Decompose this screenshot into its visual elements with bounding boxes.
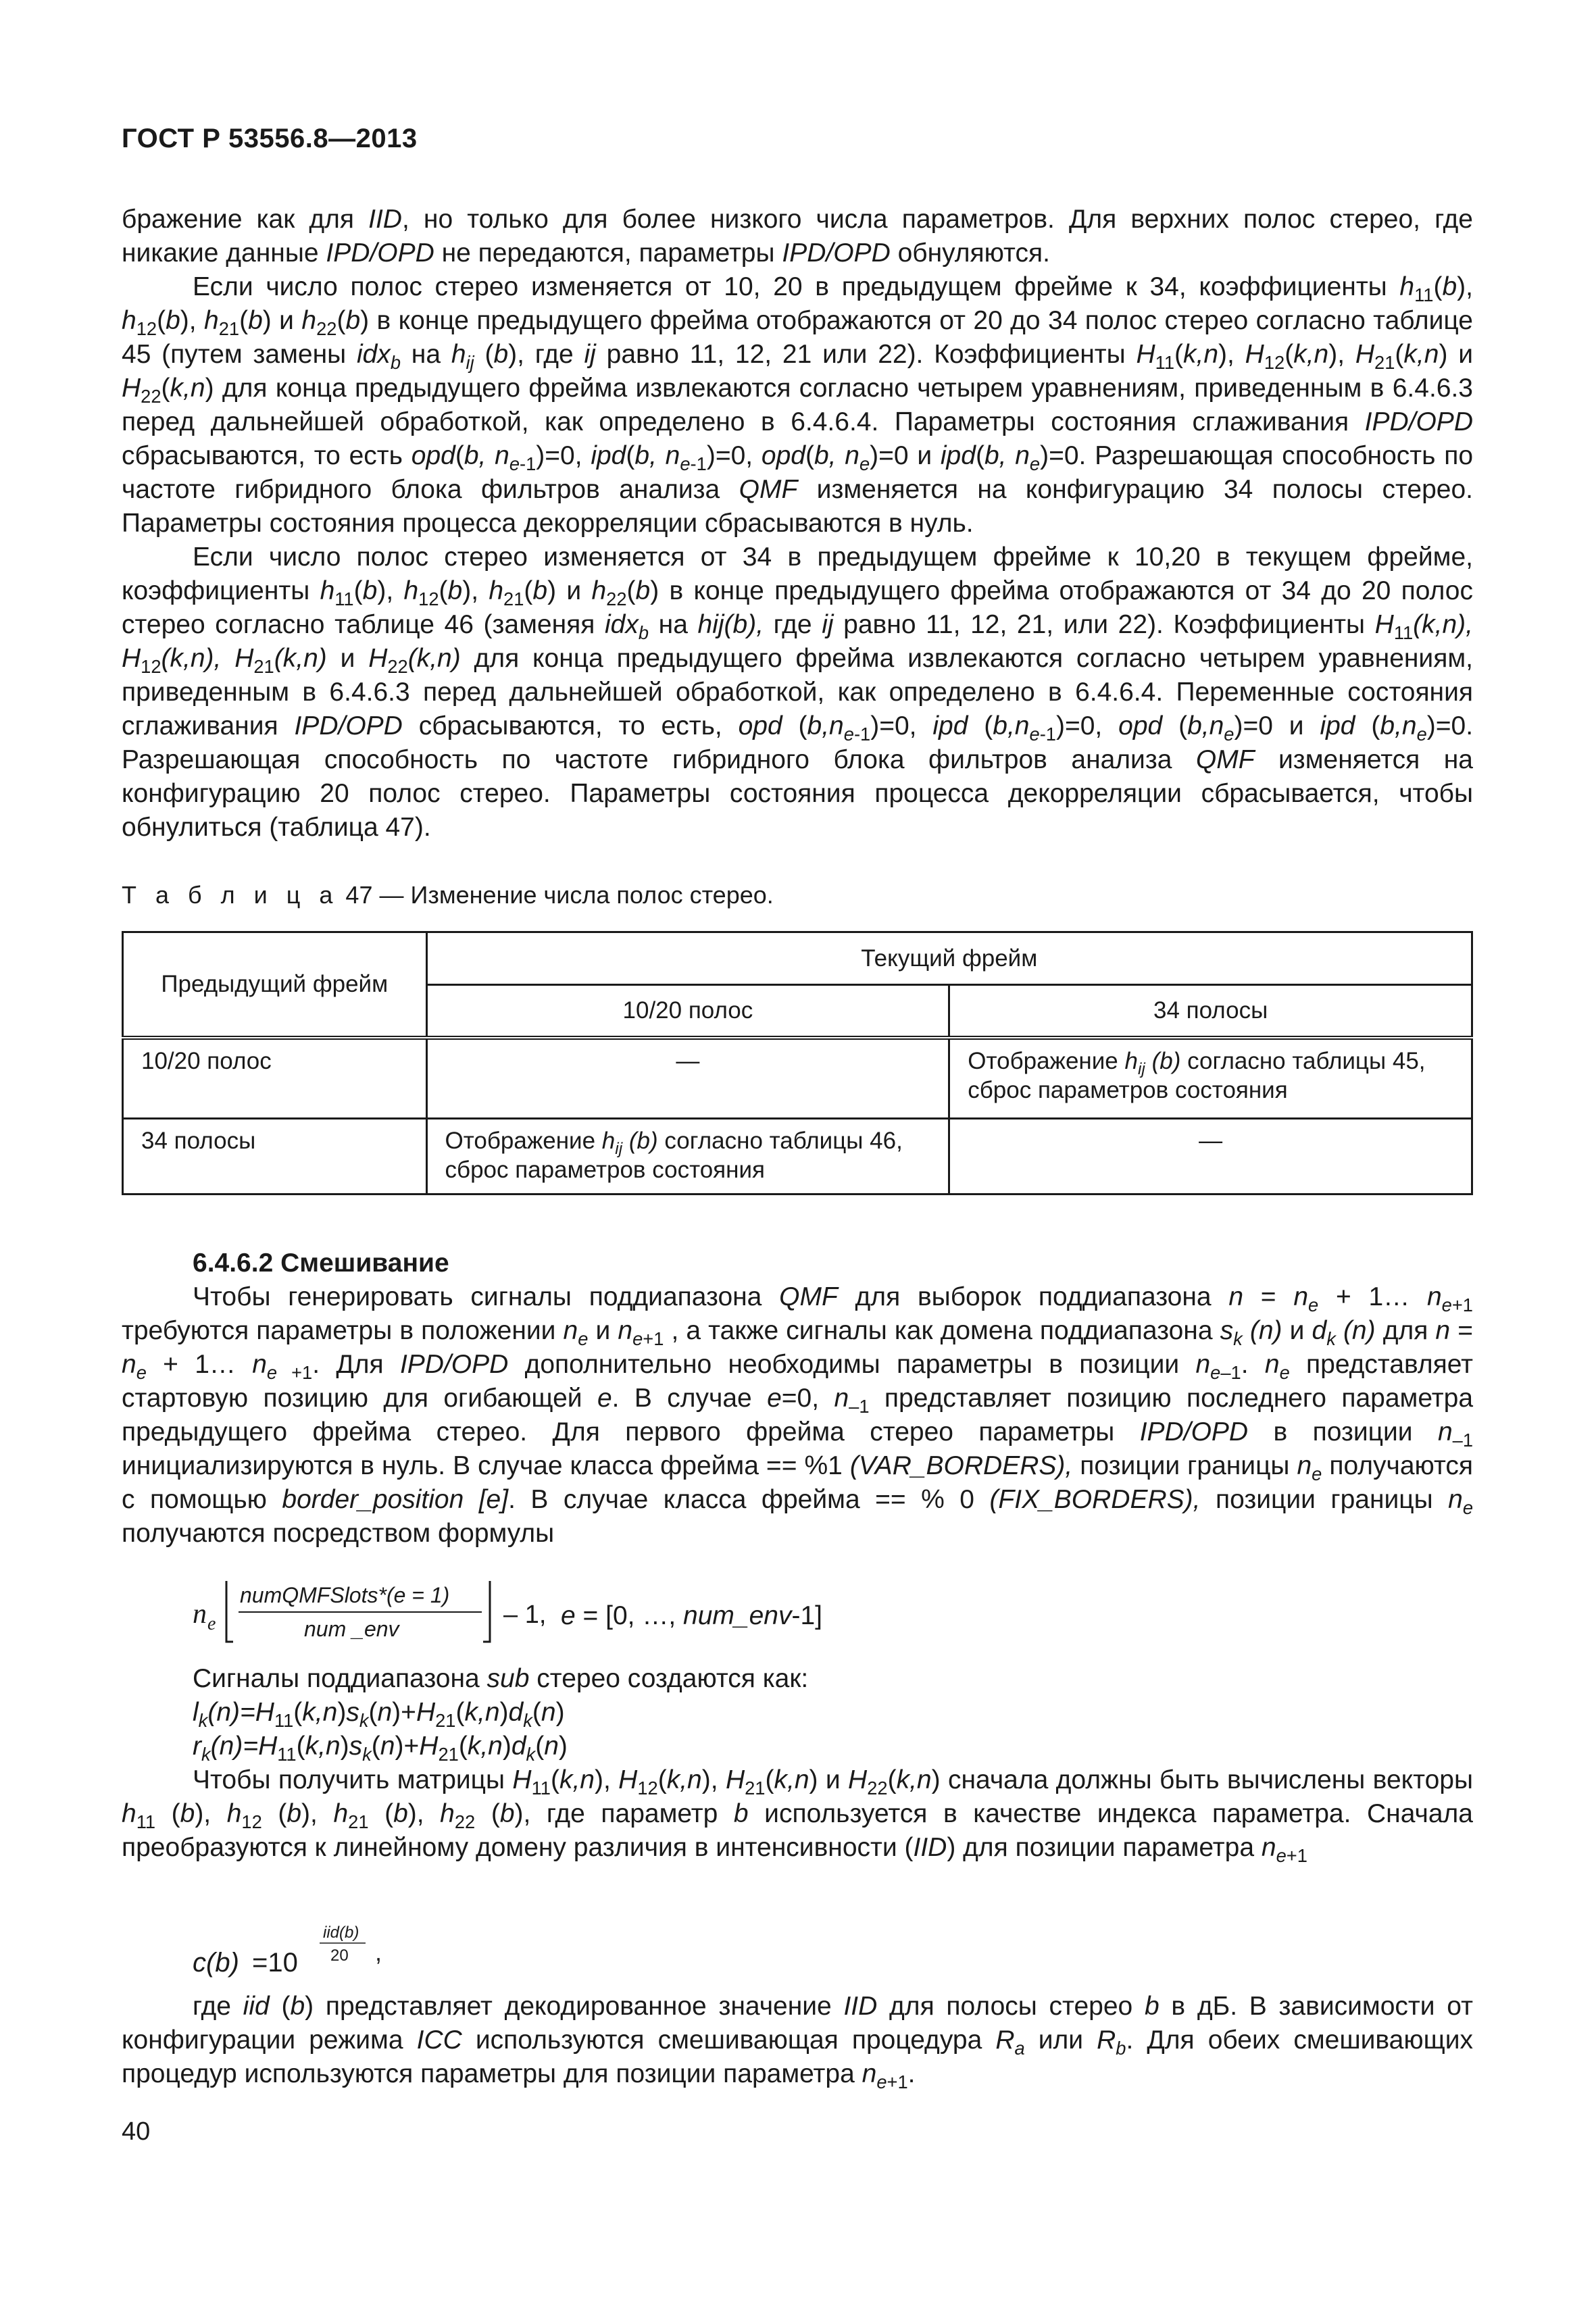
- paragraph: Если число полос стерео изменяется от 10, 20 в предыдущем фрейме к 34, коэффициенты $h_{11}(b)$, $h_{12}(b)$, $h_{21}(b)$ и $h_{22}(b)$ в конце предыдущего фрейма отображаются от 20 до 34 полос стерео согласно таблице 45 (путем замены idx$_b$ на $h_{ij}$ (b), где ij равно 11, 12, 21 или 22). Коэффициенты $H_{11}(k,n)$, $H_{12}(k,n)$, $H_{21}(k,n)$ и $H_{22}(k,n)$ для конца предыдущего фрейма извлекаются согласно четырем уравнениям, приведенным в 6.4.6.3 перед дальнейшей обработкой, как определено в 6.4.6.4. Параметры состояния сглаживания IPD/OPD сбрасываются, то есть opd(b, $n_{e-1})=0$, ipd(b, $n_{e-1})=0$, opd(b, $n_e)=0$ и ipd(b, $n_e)=0$. Разрешающая способность по частоте гибридного блока фильтров анализа QMF изменяется на конфигурацию 34 полосы стерео. Параметры состояния процесса декорреляции сбрасываются в нуль.: [122, 272, 1474, 538]
- svg-text:e: e: [207, 1613, 216, 1634]
- text-block-signals: [122, 1662, 1473, 1865]
- formula-border-position: [193, 1574, 1206, 1649]
- table-row: [123, 1038, 1472, 1119]
- svg-text:n: n: [193, 1599, 207, 1630]
- table-cell-dash: —: [949, 1119, 1472, 1194]
- table-header-current-frame: Текущий фрейм: [426, 932, 1472, 985]
- equation: $r_k(n)=H_{11}(k,n)s_k(n)+H_{21}(k,n)d_k(n)$: [193, 1732, 568, 1765]
- svg-text:iid(b): iid(b): [323, 1923, 359, 1942]
- svg-text:20: 20: [330, 1946, 349, 1965]
- formula-iid-linear: [193, 1919, 666, 1986]
- paragraph: бражение как для IID, но только для более низкого числа параметров. Для верхних полос стерео, где никакие данные IPD/OPD не передаются, параметры IPD/OPD обнуляются.: [122, 205, 1473, 268]
- table-header-previous-frame: Предыдущий фрейм: [123, 932, 427, 1038]
- svg-text:num _env: num _env: [304, 1617, 399, 1641]
- text-block-mixing: [122, 1280, 1473, 1551]
- paragraph: Если число полос стерео изменяется от 34 в предыдущем фрейме к 10,20 в текущем фрейме, коэффициенты $h_{11}(b)$, $h_{12}(b)$, $h_{21}(b)$ и $h_{22}(b)$ в конце предыдущего фрейма отображаются от 34 до 20 полос стерео согласно таблице 46 (заменяя idx$_b$ на hij(b), где ij равно 11, 12, 21, или 22). Коэффициенты $H_{11}(k,n)$, $H_{12}(k,n)$, $H_{21}(k,n)$ и $H_{22}(k,n)$ для конца предыдущего фрейма извлекаются согласно четырем уравнениям, приведенным в 6.4.6.3 перед дальнейшей обработкой, как определено в 6.4.6.4. Переменные состояния сглаживания IPD/OPD сбрасываются, то есть, opd $(b,n_{e-1})=0$, ipd $(b,n_{e-1})=0$, opd $(b,n_e)=0$ и ipd $(b,n_e)=0$. Разрешающая способность по частоте гибридного блока фильтров анализа QMF изменяется на конфигурацию 20 полос стерео. Параметры состояния процесса декорреляции сбрасывается, чтобы обнулиться (таблица 47).: [122, 543, 1474, 842]
- table-cell-mapping: Отображение $h_{ij}$ (b) согласно таблицы 46, сброс параметров состояния: [426, 1119, 949, 1194]
- equation: $l_k(n)=H_{11}(k,n)s_k(n)+H_{21}(k,n)d_k(n)$: [193, 1698, 565, 1731]
- text-block-iid: [122, 1990, 1473, 2091]
- page-number: 40: [122, 2117, 151, 2146]
- table-47: [122, 931, 1473, 1195]
- table-subheader-1020: 10/20 полос: [426, 985, 949, 1038]
- table-cell-mapping: Отображение $h_{ij}$ (b) согласно таблицы 45, сброс параметров состояния: [949, 1038, 1472, 1119]
- paragraph: Сигналы поддиапазона sub стерео создаются как:: [193, 1664, 809, 1693]
- paragraph: Чтобы получить матрицы $H_{11}(k,n)$, $H_{12}(k,n)$, $H_{21}(k,n)$ и $H_{22}(k,n)$ сначала должны быть вычислены векторы $h_{11}$ (b), $h_{12}$ (b), $h_{21}$ (b), $h_{22}$ (b), где параметр b используется в качестве индекса параметра. Сначала преобразуются к линейному домену различия в интенсивности (IID) для позиции параметра $n_{e+1}$: [122, 1765, 1473, 1866]
- section-heading: 6.4.6.2 Смешивание: [193, 1249, 449, 1278]
- svg-text:=10: =10: [252, 1948, 298, 1978]
- svg-text:– 1,: – 1,: [503, 1601, 547, 1629]
- svg-text:,: ,: [375, 1938, 382, 1966]
- formula-range: e = [0, …, num_env-1]: [561, 1601, 822, 1630]
- paragraph: Чтобы генерировать сигналы поддиапазона QMF для выборок поддиапазона $n = n_e$ + 1… $n_{e+1}$ требуются параметры в положении $n_e$ и $n_{e+1}$ , а также сигналы как домена поддиапазона $s_k$ (n) и $d_k$ (n) для $n = n_e$ + 1… $n_{e +1}$. Для IPD/OPD дополнительно необходимы параметры в позиции $n_{e-1}$. $n_e$ представляет стартовую позицию для огибающей e. В случае e=0, $n_{-1}$ представляет позицию последнего параметра предыдущего фрейма стерео. Для первого фрейма стерео параметры IPD/OPD в позиции $n_{-1}$ инициализируются в нуль. В случае класса фрейма == %1 (VAR_BORDERS), позиции границы $n_e$ получаются с помощью border_position [e]. В случае класса фрейма == % 0 (FIX_BORDERS), позиции границы $n_e$ получаются посредством формулы: [122, 1282, 1474, 1548]
- table-subheader-34: 34 полосы: [949, 985, 1472, 1038]
- text-block-top: [122, 203, 1473, 845]
- paragraph: где iid (b) представляет декодированное значение IID для полосы стерео b в дБ. В зависимости от конфигурации режима ICC используются смешивающая процедура $R_a$ или $R_b$. Для обеих смешивающих процедур используются параметры для позиции параметра $n_{e+1}$.: [122, 1992, 1473, 2092]
- table-cell-dash: —: [426, 1038, 949, 1119]
- table-row: [123, 1119, 1472, 1194]
- formula-iid-svg: [193, 1919, 666, 1986]
- table-row-label: 34 полосы: [123, 1119, 427, 1194]
- document-header: ГОСТ Р 53556.8—2013: [122, 124, 418, 153]
- table-caption: [122, 878, 774, 912]
- svg-text:numQMFSlots*(e = 1): numQMFSlots*(e = 1): [240, 1583, 450, 1607]
- table-caption-label: Т а б л и ц а: [122, 881, 339, 909]
- svg-text:c(b): c(b): [193, 1948, 239, 1978]
- table-caption-text: 47 — Изменение числа полос стерео.: [345, 881, 774, 909]
- table-row-label: 10/20 полос: [123, 1038, 427, 1119]
